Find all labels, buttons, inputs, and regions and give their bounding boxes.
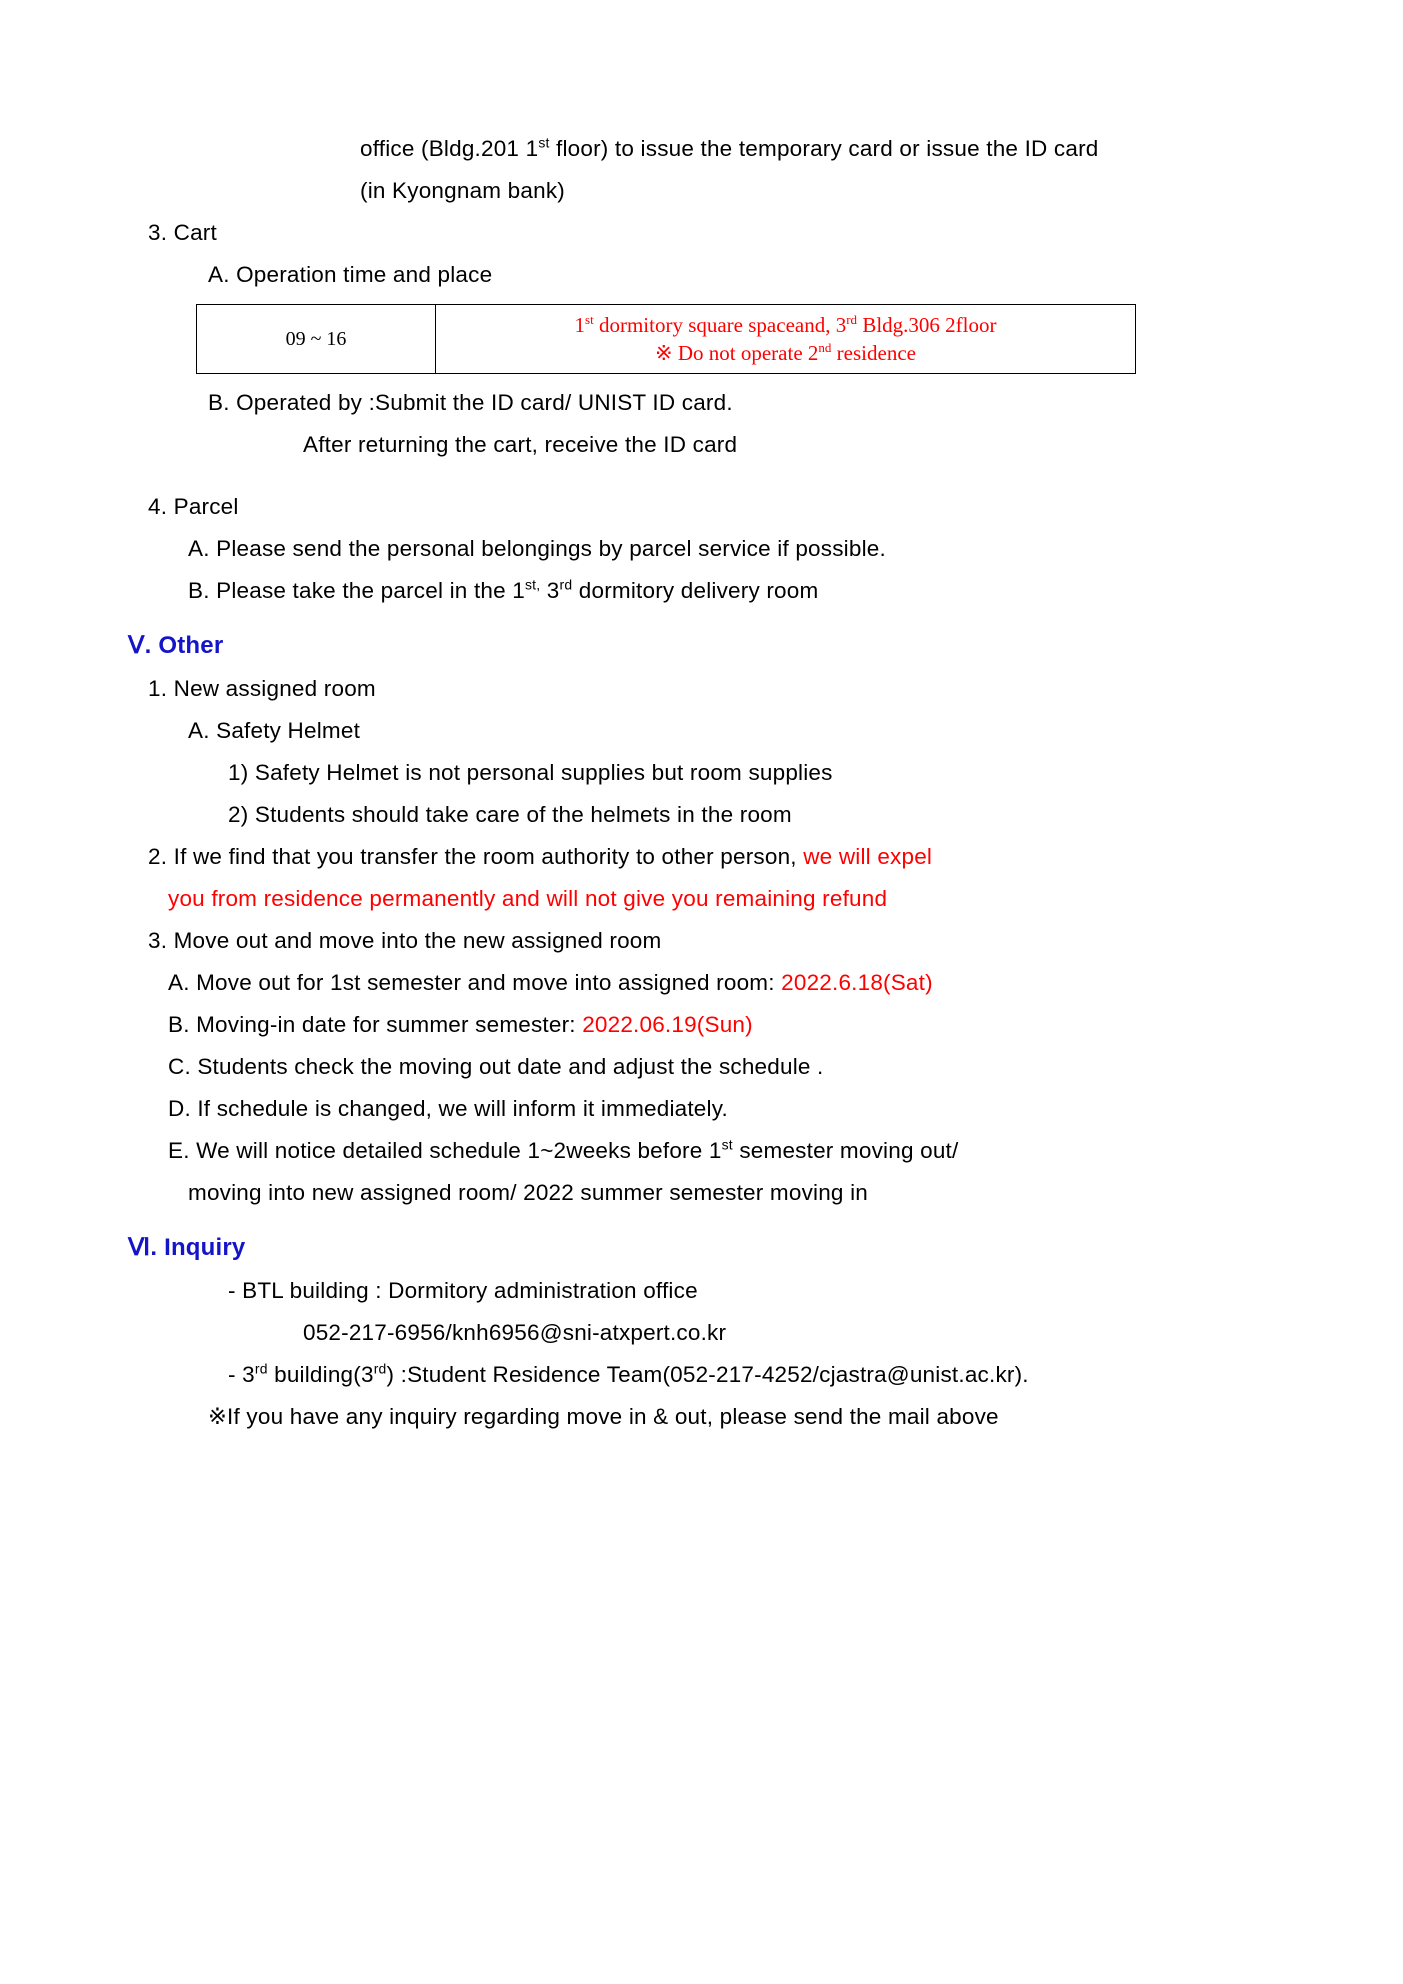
list-item-4b — [188, 570, 1278, 612]
cart-place-line — [440, 311, 1131, 339]
inquiry-note: ※If you have any inquiry regarding move in & out, please send the mail above — [208, 1404, 999, 1429]
other-item-3d: D. If schedule is changed, we will inform it immediately. — [168, 1096, 728, 1121]
continuation-line-1 — [360, 128, 1278, 170]
ordinal-superscript: rd — [846, 312, 858, 327]
ordinal-superscript: rd — [559, 576, 573, 593]
cart-place-text-c: Bldg.306 2floor — [857, 313, 997, 337]
continuation-line-2: (in Kyongnam bank) — [360, 178, 565, 203]
other-item-3b — [168, 1004, 1278, 1046]
ordinal-superscript: st — [585, 312, 594, 327]
move-out-date: 2022.6.18(Sat) — [781, 970, 933, 995]
cart-note-line — [440, 339, 1131, 367]
list-item-3a-operation: A. Operation time and place — [208, 262, 493, 287]
inquiry-line-3-text-c: ) :Student Residence Team(052-217-4252/cjastra@unist.ac.kr). — [386, 1362, 1029, 1387]
ordinal-superscript: nd — [818, 340, 832, 355]
other-item-3: 3. Move out and move into the new assigned room — [148, 928, 662, 953]
inquiry-line-3 — [228, 1354, 1278, 1396]
other-item-3c: C. Students check the moving out date and adjust the schedule . — [168, 1054, 824, 1079]
other-item-1a-1: 1) Safety Helmet is not personal supplies but room supplies — [228, 760, 833, 785]
other-item-3e-line2: moving into new assigned room/ 2022 summer semester moving in — [188, 1180, 869, 1205]
other-item-1: 1. New assigned room — [148, 676, 376, 701]
ordinal-superscript: st — [538, 134, 550, 151]
continuation-text-b: floor) to issue the temporary card or issue the ID card — [549, 136, 1099, 161]
other-item-3a-text: A. Move out for 1st semester and move into assigned room: — [168, 970, 782, 995]
ordinal-superscript: rd — [373, 1360, 387, 1377]
cart-note-text-a: ※ Do not operate 2 — [655, 341, 819, 365]
ordinal-superscript: st — [721, 1136, 733, 1153]
list-item-4b-text-c: dormitory delivery room — [572, 578, 819, 603]
other-item-1a-2: 2) Students should take care of the helmets in the room — [228, 802, 792, 827]
other-item-2 — [148, 836, 1268, 878]
spacer — [128, 1214, 1278, 1226]
inquiry-line-3-text-a: - 3 — [228, 1362, 255, 1387]
other-item-2-text: 2. If we find that you transfer the room authority to other person, — [148, 844, 804, 869]
table-row — [197, 305, 1136, 374]
list-item-4-parcel: 4. Parcel — [148, 494, 239, 519]
other-item-1a: A. Safety Helmet — [188, 718, 361, 743]
other-item-3e-text-b: semester moving out/ — [732, 1138, 959, 1163]
continuation-text-a: office (Bldg.201 1 — [360, 136, 539, 161]
heading-inquiry: Ⅵ. Inquiry — [128, 1234, 246, 1261]
list-item-4a: A. Please send the personal belongings by parcel service if possible. — [188, 536, 886, 561]
cart-note-text-b: residence — [831, 341, 916, 365]
other-item-2-line2: you from residence permanently and will not give you remaining refund — [168, 886, 888, 911]
ordinal-superscript: st, — [525, 576, 541, 593]
list-item-3b-operated-by: B. Operated by :Submit the ID card/ UNIST ID card. — [208, 390, 733, 415]
move-in-date: 2022.06.19(Sun) — [582, 1012, 753, 1037]
cart-place-text-a: 1 — [574, 313, 586, 337]
inquiry-line-3-text-b: building(3 — [267, 1362, 374, 1387]
list-item-3-cart: 3. Cart — [148, 220, 217, 245]
inquiry-line-1: - BTL building : Dormitory administration office — [228, 1278, 698, 1303]
cart-place-cell — [436, 305, 1136, 374]
ordinal-superscript: rd — [254, 1360, 268, 1377]
list-item-4b-text-b: 3 — [540, 578, 560, 603]
spacer — [128, 466, 1278, 486]
inquiry-contact-btl: 052-217-6956/knh6956@sni-atxpert.co.kr — [303, 1320, 727, 1345]
cart-place-text-b: dormitory square spaceand, 3 — [593, 313, 847, 337]
cart-operation-table — [196, 304, 1136, 374]
other-item-3a — [168, 962, 1278, 1004]
other-item-3b-text: B. Moving-in date for summer semester: — [168, 1012, 583, 1037]
list-item-3b-continued: After returning the cart, receive the ID card — [303, 432, 738, 457]
other-item-3e-text-a: E. We will notice detailed schedule 1~2weeks before 1 — [168, 1138, 722, 1163]
cart-time-cell: 09 ~ 16 — [197, 305, 436, 374]
list-item-4b-text-a: B. Please take the parcel in the 1 — [188, 578, 526, 603]
spacer — [128, 612, 1278, 624]
heading-other: Ⅴ. Other — [128, 632, 224, 659]
other-item-3e — [168, 1130, 1278, 1172]
other-item-2-warning: we will expel — [803, 844, 933, 869]
document-body — [128, 128, 1278, 1438]
